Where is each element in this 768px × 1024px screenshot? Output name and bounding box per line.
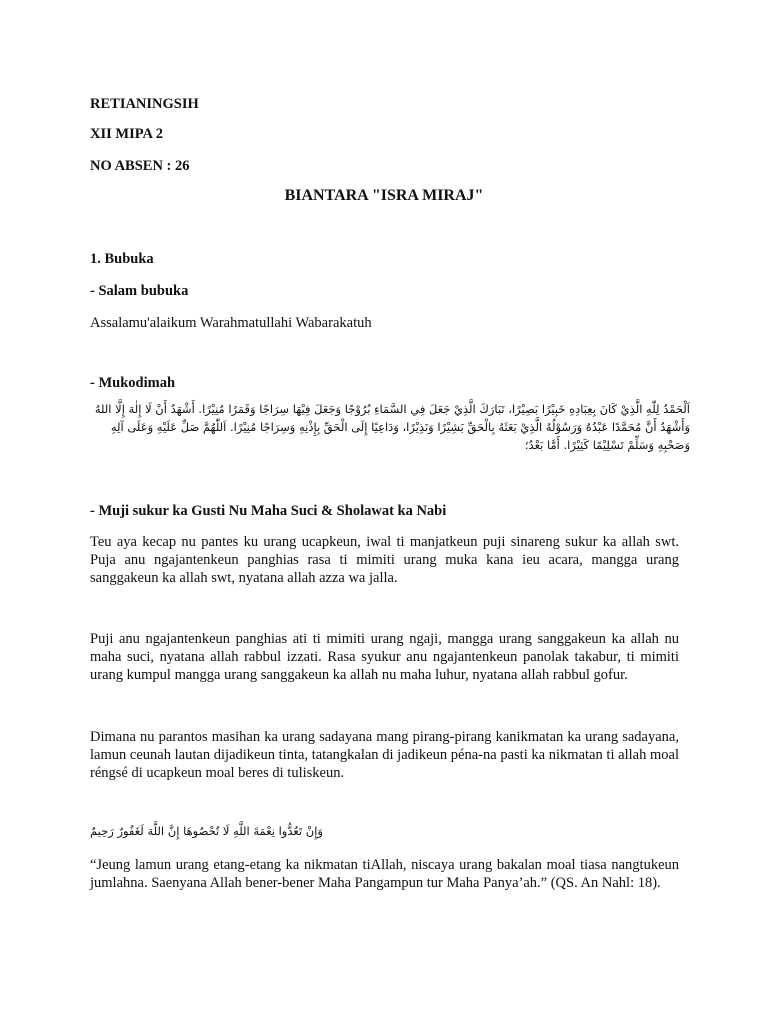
quran-verse-arabic: وَإِنْ تَعُدُّوا نِعْمَةَ اللَّهِ لَا تُحْصُوهَا إِنَّ اللَّهَ لَغَفُورٌ رَحِيمٌ xyxy=(90,824,323,838)
muji-sukur-heading: - Muji sukur ka Gusti Nu Maha Suci & Sholawat ka Nabi xyxy=(90,503,447,519)
mukodimah-heading: - Mukodimah xyxy=(90,375,176,391)
student-class: XII MIPA 2 xyxy=(90,126,164,142)
paragraph-2: Puji anu ngajantenkeun panghias ati ti mimiti urang ngaji, mangga urang sanggakeun ka allah nu maha suci, nyatana allah rabbul izzati. Rasa syukur anu ngajantenkeun panolak takabur, ti mimiti urang kumpul mangga urang sanggakeun ka allah nu maha luhur, nyatana allah rabbul gofur. xyxy=(90,631,679,683)
paragraph-3: Dimana nu parantos masihan ka urang sadayana mang pirang-pirang kanikmatan ka urang sadayana, lamun ceunah lautan dijadikeun tinta, tatangkalan di jadikeun péna-na pasti ka nikmatan ti allah moal réngsé di ucapkeun moal beres di tuliskeun. xyxy=(90,729,679,781)
section-bubuka-heading: 1. Bubuka xyxy=(90,251,154,267)
document-title: BIANTARA "ISRA MIRAJ" xyxy=(284,187,484,204)
salam-heading: - Salam bubuka xyxy=(90,283,189,299)
paragraph-1: Teu aya kecap nu pantes ku urang ucapkeun, iwal ti manjatkeun puji sinareng sukur ka allah swt. Puja anu ngajantenkeun panghias rasa ti mimiti urang muka kana ieu acara, mangga urang sanggakeun ka allah swt, nyatana allah azza wa jalla. xyxy=(90,534,679,586)
mukodimah-arabic: اَلْحَمْدُ لِلّٰهِ الَّذِيْ كَانَ بِعِبَادِهِ خَبِيْرًا بَصِيْرًا، تَبَارَكَ الَّذِيْ جَعَلَ فِي السَّمَاءِ بُرُوْجًا وَجَعَلَ فِيْهَا سِرَاجًا وَقَمَرًا مُنِيْرًا. أَشْهَدُ أَنْ لَا إِلٰهَ إِلَّا اللهُ وَأَشْهَدُ أَنَّ مُحَمَّدًا عَبْدُهُ وَرَسُوْلُهُ الَّذِيْ بَعَثَهُ بِالْحَقِّ بَشِيْرًا وَنَذِيْرًا، وَدَاعِيًا إِلَى الْحَقِّ بِإِذْنِهِ وَسِرَاجًا مُنِيْرًا. اَللّٰهُمَّ صَلِّ عَلَيْهِ وَعَلَى آلِهِ وَصَحْبِهِ وَسَلِّمْ تَسْلِيْمًا كَثِيْرًا. أَمَّا بَعْدُ؛ xyxy=(94,402,690,452)
verse-translation: “Jeung lamun urang etang-etang ka nikmatan tiAllah, niscaya urang bakalan moal tiasa nangtukeun jumlahna. Saenyana Allah bener-bener Maha Pangampun tur Maha Panya’ah.” (QS. An Nahl: 18). xyxy=(90,857,679,891)
student-name: RETIANINGSIH xyxy=(90,96,199,112)
salam-text: Assalamu'alaikum Warahmatullahi Wabarakatuh xyxy=(90,315,372,331)
student-absen: NO ABSEN : 26 xyxy=(90,158,190,174)
